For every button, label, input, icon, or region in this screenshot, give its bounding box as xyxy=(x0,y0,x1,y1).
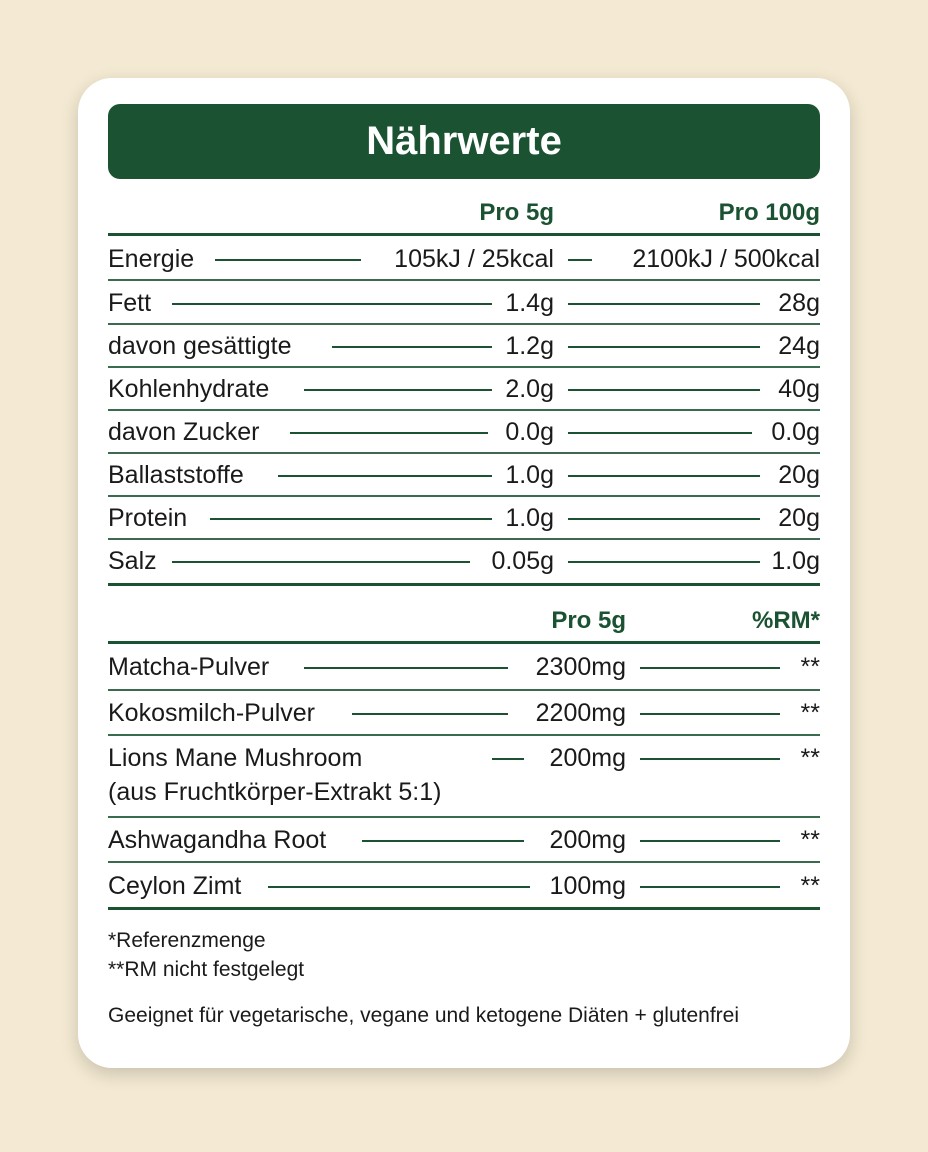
row-label: Lions Mane Mushroom xyxy=(108,744,363,772)
value-per-5g: 200mg xyxy=(549,744,626,772)
value-rm: ** xyxy=(800,744,820,772)
divider xyxy=(108,538,820,540)
nutrition-col1-header: Pro 5g xyxy=(479,199,554,226)
leader-line xyxy=(304,667,508,669)
divider xyxy=(108,641,820,644)
value-per-5g: 1.4g xyxy=(505,289,554,317)
value-per-5g: 1.0g xyxy=(505,461,554,489)
value-per-100g: 40g xyxy=(778,375,820,403)
divider xyxy=(108,907,820,910)
value-per-5g: 100mg xyxy=(549,872,626,900)
value-per-5g: 200mg xyxy=(549,826,626,854)
leader-line xyxy=(568,561,760,563)
title-banner xyxy=(108,104,820,179)
row-label-subline: (aus Fruchtkörper-Extrakt 5:1) xyxy=(108,778,442,806)
divider xyxy=(108,233,820,236)
row-label: Energie xyxy=(108,245,195,273)
value-per-5g: 2.0g xyxy=(505,375,554,403)
leader-line xyxy=(332,346,492,348)
divider xyxy=(108,323,820,325)
row-label: Fett xyxy=(108,289,152,317)
row-label: Protein xyxy=(108,504,188,532)
leader-line xyxy=(172,303,492,305)
divider xyxy=(108,583,820,586)
leader-line xyxy=(640,758,780,760)
leader-line xyxy=(640,840,780,842)
row-label: Salz xyxy=(108,547,157,575)
leader-line xyxy=(568,432,752,434)
leader-line xyxy=(640,713,780,715)
value-per-5g: 1.2g xyxy=(505,332,554,360)
leader-line xyxy=(352,713,508,715)
value-per-100g: 20g xyxy=(778,461,820,489)
row-label: davon Zucker xyxy=(108,418,260,446)
value-per-5g: 2200mg xyxy=(535,699,626,727)
row-label: davon gesättigte xyxy=(108,332,292,360)
leader-line xyxy=(215,259,361,261)
value-per-100g: 1.0g xyxy=(771,547,820,575)
leader-line xyxy=(304,389,492,391)
footnote-reference: *Referenzmenge xyxy=(108,929,266,952)
value-per-100g: 20g xyxy=(778,504,820,532)
value-per-100g: 2100kJ / 500kcal xyxy=(632,245,820,273)
leader-line xyxy=(568,475,760,477)
divider xyxy=(108,861,820,863)
leader-line xyxy=(568,346,760,348)
row-label: Ashwagandha Root xyxy=(108,826,327,854)
value-per-100g: 0.0g xyxy=(771,418,820,446)
divider xyxy=(108,366,820,368)
leader-line xyxy=(640,667,780,669)
ingredients-col1-header: Pro 5g xyxy=(551,607,626,634)
divider xyxy=(108,734,820,736)
value-per-5g: 2300mg xyxy=(535,653,626,681)
row-label: Ballaststoffe xyxy=(108,461,244,489)
divider xyxy=(108,689,820,691)
divider xyxy=(108,279,820,281)
leader-line xyxy=(568,389,760,391)
leader-line xyxy=(278,475,492,477)
value-rm: ** xyxy=(800,826,820,854)
suitability-note: Geeignet für vegetarische, vegane und ketogene Diäten + glutenfrei xyxy=(108,1004,740,1027)
ingredients-col2-header: %RM* xyxy=(751,607,820,634)
value-per-5g: 1.0g xyxy=(505,504,554,532)
divider xyxy=(108,816,820,818)
leader-line xyxy=(268,886,530,888)
value-per-5g: 0.0g xyxy=(505,418,554,446)
value-per-100g: 28g xyxy=(778,289,820,317)
title-text: Nährwerte xyxy=(366,119,562,163)
nutrition-label-card xyxy=(78,78,850,1068)
divider xyxy=(108,452,820,454)
leader-line xyxy=(568,303,760,305)
divider xyxy=(108,495,820,497)
value-rm: ** xyxy=(800,699,820,727)
footnote-rm: **RM nicht festgelegt xyxy=(108,958,305,981)
nutrition-col2-header: Pro 100g xyxy=(718,199,820,226)
leader-line xyxy=(568,518,760,520)
leader-line xyxy=(172,561,470,563)
value-per-5g: 0.05g xyxy=(491,547,554,575)
value-rm: ** xyxy=(800,653,820,681)
leader-line xyxy=(492,758,524,760)
leader-line xyxy=(640,886,780,888)
row-label: Ceylon Zimt xyxy=(108,872,242,900)
leader-line xyxy=(290,432,488,434)
value-rm: ** xyxy=(800,872,820,900)
divider xyxy=(108,409,820,411)
row-label: Kohlenhydrate xyxy=(108,375,270,403)
leader-line xyxy=(210,518,492,520)
ingredient-row xyxy=(108,743,820,807)
leader-line xyxy=(362,840,524,842)
leader-line xyxy=(568,259,592,261)
value-per-5g: 105kJ / 25kcal xyxy=(394,245,554,273)
row-label: Matcha-Pulver xyxy=(108,653,270,681)
row-label: Kokosmilch-Pulver xyxy=(108,699,316,727)
value-per-100g: 24g xyxy=(778,332,820,360)
